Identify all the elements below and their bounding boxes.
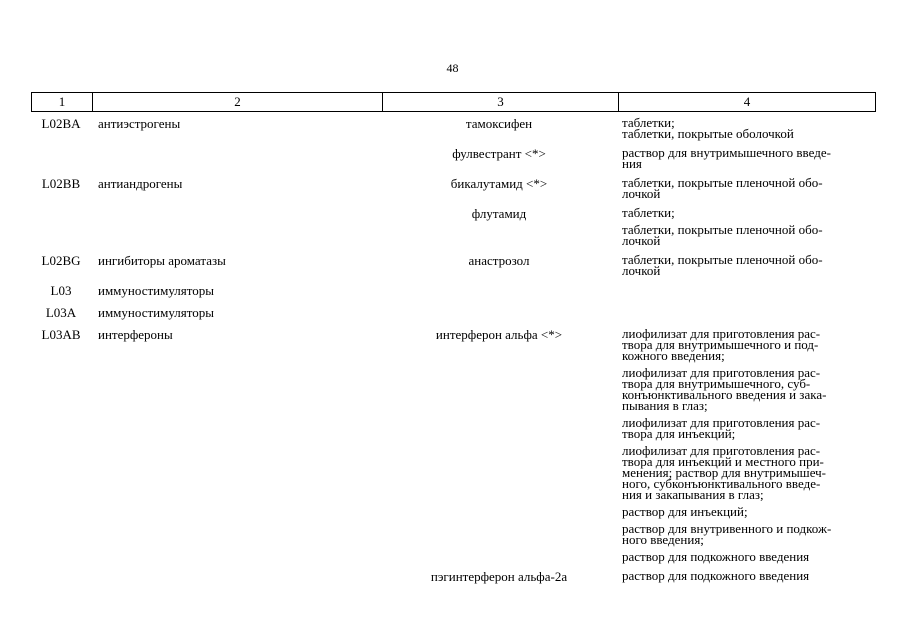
substance-cell: бикалутамид <*> xyxy=(450,176,548,191)
atc-code-cell xyxy=(31,144,91,169)
table-row xyxy=(31,281,876,298)
atc-code-cell: L03 xyxy=(50,283,72,298)
dosage-form-entry: раствор для инъекций; xyxy=(622,504,748,519)
dosage-forms-cell xyxy=(617,114,876,139)
table-row xyxy=(31,114,876,139)
dosage-form-entry: таблетки; таблетки, покрытые оболочкой xyxy=(622,115,794,141)
group-name-cell xyxy=(91,144,381,169)
substance-cell: интерферон альфа <*> xyxy=(435,327,563,342)
dosage-forms-cell xyxy=(617,281,876,298)
dosage-forms-cell xyxy=(617,325,876,562)
column-header-4: 4 xyxy=(618,93,875,111)
substance-cell: флутамид xyxy=(471,206,527,221)
page-number: 48 xyxy=(446,61,459,75)
dosage-form-entry: раствор для подкожного введения xyxy=(622,549,810,564)
group-name-cell: антиэстрогены xyxy=(98,116,181,131)
table-row xyxy=(31,567,876,584)
table-row xyxy=(31,303,876,320)
atc-code-cell xyxy=(31,567,91,584)
substance-cell xyxy=(381,281,617,298)
table-header xyxy=(31,92,876,112)
group-name-cell: ингибиторы ароматазы xyxy=(98,253,226,268)
table-row xyxy=(31,204,876,246)
dosage-form-entry: лиофилизат для приготовления рас- твора для инъекций; xyxy=(622,415,821,441)
substance-cell: тамоксифен xyxy=(465,116,533,131)
group-name-cell: иммуностимуляторы xyxy=(98,305,214,320)
dosage-forms-cell xyxy=(617,567,876,584)
atc-code-cell: L03A xyxy=(45,305,77,320)
dosage-form-entry: лиофилизат для приготовления рас- твора для внутримышечного и под- кожного введения; xyxy=(622,326,821,363)
column-header-1: 1 xyxy=(58,94,66,109)
atc-code-cell: L03AB xyxy=(41,327,81,342)
dosage-form-entry: лиофилизат для приготовления рас- твора для внутримышечного, суб- конъюнктивального введения и зака- пывания в глаз; xyxy=(622,365,827,413)
dosage-forms-cell xyxy=(617,204,876,246)
dosage-form-entry: таблетки, покрытые пленочной обо- лочкой xyxy=(622,175,823,201)
substance-cell: анастрозол xyxy=(468,253,530,268)
atc-code-cell: L02BB xyxy=(41,176,81,191)
atc-code-cell xyxy=(31,204,91,246)
group-name-cell: иммуностимуляторы xyxy=(98,283,214,298)
dosage-form-entry: таблетки, покрытые пленочной обо- лочкой xyxy=(622,222,823,248)
dosage-form-entry: таблетки, покрытые пленочной обо- лочкой xyxy=(622,252,823,278)
table-row xyxy=(31,251,876,276)
table-row xyxy=(31,144,876,169)
dosage-form-entry: раствор для внутривенного и подкож- ного введения; xyxy=(622,521,832,547)
group-name-cell xyxy=(91,567,381,584)
substance-cell xyxy=(381,303,617,320)
group-name-cell xyxy=(91,204,381,246)
dosage-forms-cell xyxy=(617,144,876,169)
group-name-cell: интерфероны xyxy=(98,327,173,342)
atc-code-cell: L02BG xyxy=(41,253,81,268)
dosage-form-entry: лиофилизат для приготовления рас- твора для инъекций и местного при- менения; раствор для внутримышеч- ного, субконъюнктивального введе- ния и закапывания в глаз; xyxy=(622,443,827,502)
dosage-form-entry: раствор для внутримышечного введе- ния xyxy=(622,145,831,171)
dosage-form-entry: таблетки; xyxy=(622,205,675,220)
substance-cell: пэгинтерферон альфа-2a xyxy=(430,569,568,584)
column-header-2: 2 xyxy=(92,93,382,111)
dosage-form-entry: раствор для подкожного введения xyxy=(622,568,810,583)
table-body xyxy=(31,114,876,589)
dosage-forms-cell xyxy=(617,251,876,276)
table-row xyxy=(31,325,876,562)
dosage-forms-cell xyxy=(617,303,876,320)
atc-code-cell: L02BA xyxy=(41,116,81,131)
column-header-3: 3 xyxy=(382,93,618,111)
table-row xyxy=(31,174,876,199)
dosage-forms-cell xyxy=(617,174,876,199)
substance-cell: фулвестрант <*> xyxy=(452,146,546,161)
group-name-cell: антиандрогены xyxy=(98,176,183,191)
